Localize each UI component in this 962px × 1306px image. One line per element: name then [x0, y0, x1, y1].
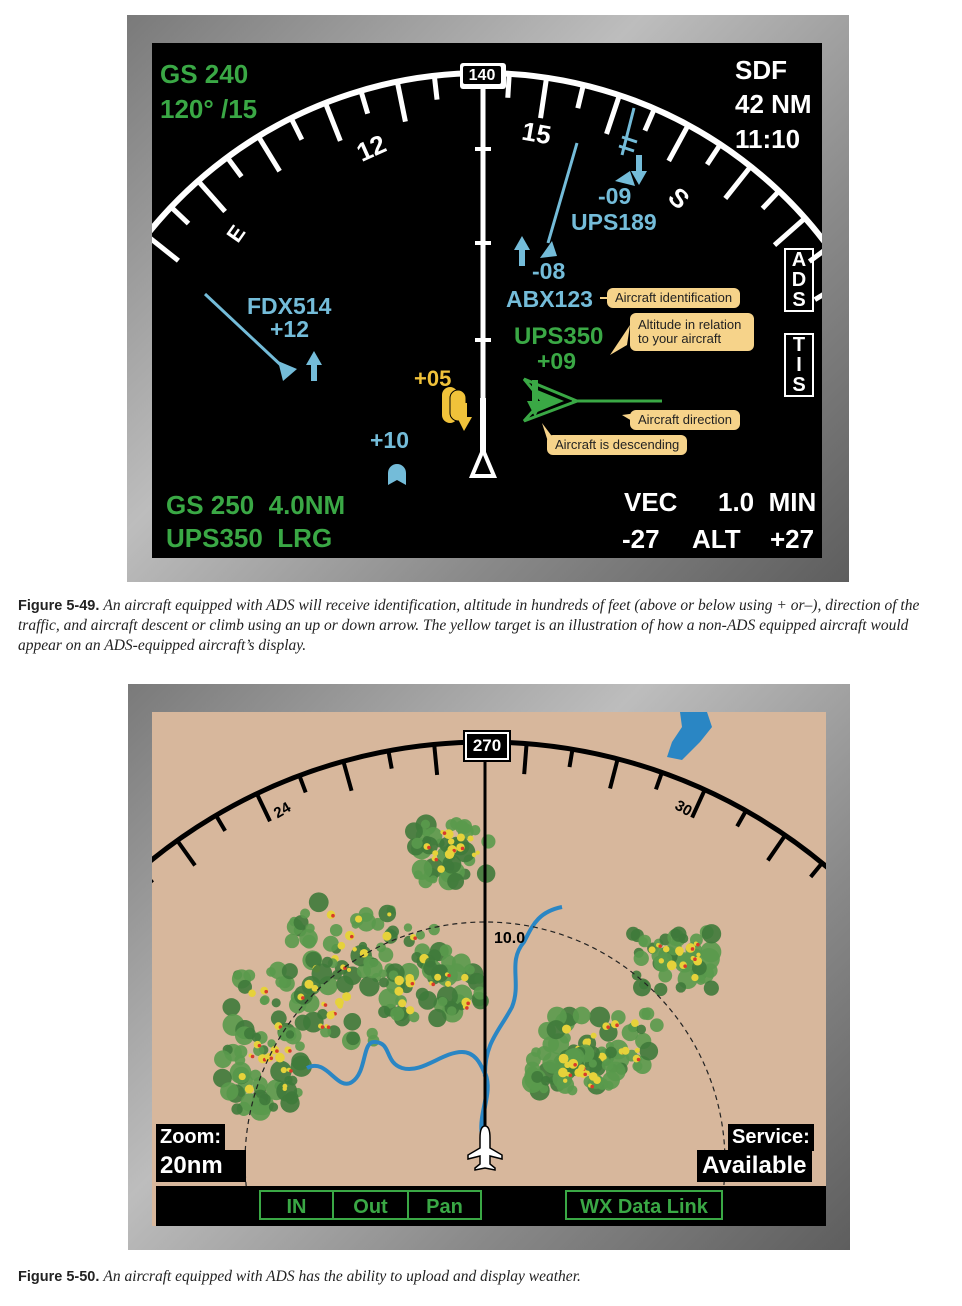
bottom-readout-2: UPS350 LRG	[166, 523, 333, 553]
destination: SDF	[735, 55, 787, 85]
alt-filter-label: ALT	[692, 524, 741, 554]
figure-caption-5-49	[18, 596, 953, 656]
traffic-display-screen	[152, 43, 822, 558]
traffic-id-ups189: UPS189	[571, 209, 657, 235]
ground-speed: GS 240	[160, 59, 249, 89]
callout-aircraft-descending: Aircraft is descending	[547, 435, 687, 455]
weather-display-screen	[152, 712, 826, 1226]
bottom-button-bar	[156, 1186, 826, 1226]
caption-label: Figure 5-50.	[18, 1269, 100, 1285]
traffic-alt-abx123: -08	[532, 258, 566, 284]
traffic-alt-ups189: -09	[598, 183, 632, 209]
range-ring-label: 10.0	[494, 930, 526, 947]
climb-arrow-icon	[306, 351, 322, 381]
service-label: Service:	[728, 1124, 814, 1151]
distance-to-destination: 42 NM	[735, 89, 812, 119]
traffic-symbol-fdx514	[278, 361, 297, 381]
descent-arrow-icon	[631, 155, 647, 185]
wx-data-link-button[interactable]: WX Data Link	[565, 1190, 723, 1220]
service-value: Available	[697, 1150, 812, 1182]
tis-target-icon	[388, 464, 406, 485]
pan-button[interactable]: Pan	[407, 1190, 482, 1220]
traffic-id-abx123: ABX123	[506, 286, 593, 312]
traffic-symbol-abx123	[540, 241, 557, 258]
lake-icon	[667, 712, 712, 760]
caption-label: Figure 5-49.	[18, 598, 100, 614]
traffic-alt-tis: +10	[370, 427, 410, 453]
callout-aircraft-direction: Aircraft direction	[630, 410, 740, 430]
compass-label-15: 15	[519, 115, 554, 151]
heading-value: 270	[472, 736, 502, 755]
compass-label-12: 12	[351, 128, 391, 168]
heading-box	[465, 732, 509, 760]
vec-label: VEC	[624, 487, 678, 517]
climb-arrow-icon	[514, 236, 530, 266]
own-aircraft-icon	[468, 1126, 502, 1170]
traffic-id-ups350: UPS350	[514, 323, 604, 350]
ads-indicator: A D S	[784, 248, 814, 312]
tis-indicator: T I S	[784, 333, 814, 397]
heading-value: 140	[463, 66, 501, 84]
compass-label-e: E	[221, 220, 251, 247]
caption-text: An aircraft equipped with ADS has the ability to upload and display weather.	[103, 1268, 581, 1285]
figure-caption-5-50	[18, 1267, 953, 1287]
alt-filter-high: +27	[770, 524, 815, 554]
heading-box	[460, 63, 506, 89]
traffic-alt-non-ads: +05	[414, 366, 452, 391]
callout-aircraft-identification: Aircraft identification	[607, 288, 740, 308]
compass-label-30: 30	[671, 796, 695, 821]
traffic-alt-fdx514: +12	[270, 316, 310, 342]
bottom-readout-1: GS 250 4.0NM	[166, 490, 346, 520]
caption-text: An aircraft equipped with ADS will receive identification, altitude in hundreds of feet (above or below using + or–), direction of the traffic, and aircraft descent or climb using an up or down arrow. The yellow target is an illustration of how a non-ADS equipped aircraft would appear on an ADS-equipped aircraft’s display.	[18, 597, 920, 654]
zoom-value: 20nm	[156, 1150, 246, 1182]
traffic-id-fdx514: FDX514	[247, 293, 332, 319]
compass-label-24: 24	[270, 798, 294, 823]
traffic-alt-ups350: +09	[537, 348, 577, 374]
alt-filter-low: -27	[622, 524, 660, 554]
zoom-label: Zoom:	[156, 1124, 225, 1151]
compass-label-s: S	[662, 181, 696, 216]
callout-altitude-relation: Altitude in relation to your aircraft	[630, 313, 754, 351]
zoom-out-button[interactable]: Out	[332, 1190, 409, 1220]
zoom-in-button[interactable]: IN	[259, 1190, 334, 1220]
wind-readout: 120° /15	[160, 94, 258, 124]
eta: 11:10	[735, 124, 801, 154]
weather-display-graphics	[152, 712, 826, 1226]
vec-minutes: 1.0 MIN	[718, 487, 817, 517]
